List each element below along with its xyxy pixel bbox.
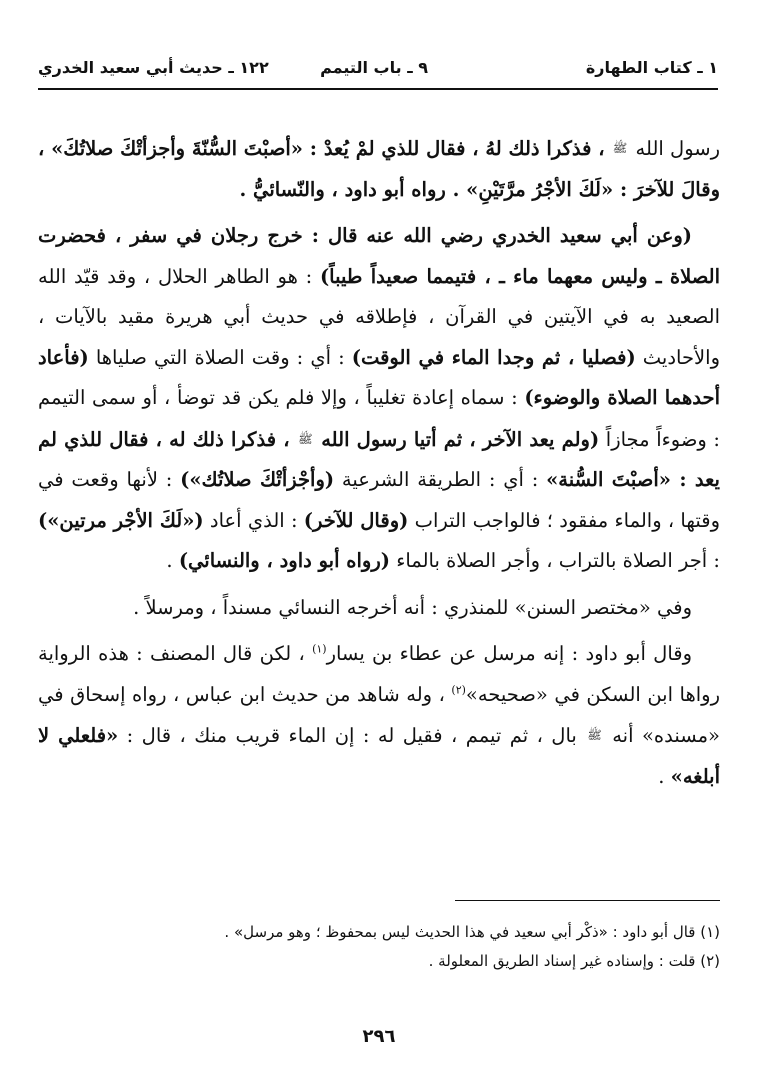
text-span: : أجر الصلاة بالتراب ، وأجر الصلاة بالماء bbox=[396, 549, 720, 572]
header-chapter-title: ٩ ـ باب التيمم bbox=[320, 58, 428, 77]
quoted-text: («لَكَ الأجْر مرتين») bbox=[38, 508, 204, 532]
header-book-title: ١ ـ كتاب الطهارة bbox=[585, 58, 718, 77]
footnote-ref-1[interactable]: (١) bbox=[312, 642, 327, 656]
text-span: . bbox=[658, 764, 665, 788]
paragraph-abu-dawud-note bbox=[38, 634, 720, 797]
paragraph-hadith-text bbox=[38, 128, 720, 210]
text-span: : لأنها وقعت في وقتها ، والماء مفقود ؛ فالواجب التراب bbox=[38, 468, 720, 532]
page-number: ٢٩٦ bbox=[362, 1026, 396, 1047]
footnote-1: (١) قال أبو داود : «ذكْر أبي سعيد في هذا الحديث ليس بمحفوظ ؛ وهو مرسل» . bbox=[224, 923, 720, 941]
header-hadith-title: ١٢٢ ـ حديث أبي سعيد الخدري bbox=[38, 58, 269, 77]
quoted-text: (ولم يعد الآخر ، ثم أتيا رسول الله bbox=[321, 427, 600, 451]
quoted-text: (وعن أبي سعيد الخدري رضي الله عنه قال : خرج رجلان في سفر ، فحضرت الصلاة ـ وليس معهما ماء ـ ، فتيمما صعيداً طيباً) bbox=[38, 224, 721, 288]
paragraph-mundhiri-note: وفي «مختصر السنن» للمنذري : أنه أخرجه النسائي مسنداً ، ومرسلاً . bbox=[133, 595, 692, 619]
quoted-text: (فصليا ، ثم وجدا الماء في الوقت) bbox=[351, 345, 636, 369]
blessing-glyph: ﷺ bbox=[587, 728, 602, 742]
blessing-glyph: ﷺ bbox=[612, 141, 628, 155]
text-span: : أي : الطريقة الشرعية bbox=[341, 468, 539, 491]
running-header bbox=[38, 54, 718, 84]
footnote-ref-2[interactable]: (٢) bbox=[451, 683, 466, 696]
quoted-text: (رواه أبو داود ، والنسائي) bbox=[178, 549, 390, 572]
footnotes bbox=[38, 918, 720, 976]
blessing-glyph: ﷺ bbox=[298, 431, 313, 446]
quoted-text: (فأعاد أحدهما الصلاة والوضوء) bbox=[38, 345, 720, 409]
footnote-rule bbox=[455, 900, 720, 901]
text-span: ، وله شاهد من حديث ابن عباس ، رواه إسحاق في «مسنده» أنه bbox=[38, 682, 720, 747]
paragraph-commentary bbox=[38, 216, 720, 582]
text-span: ، لكن قال المصنف : هذه الرواية رواها ابن السكن في «صحيحه» bbox=[38, 642, 720, 706]
text-span: : هو الطاهر الحلال ، وقد قيّد الله الصعيد به في الآيتين في القرآن ، فإطلاقه في حديث أبي هريرة مقيد بالآيات ، والأحاديث bbox=[38, 264, 720, 369]
quoted-text: «فلعلي لا أبلغه» bbox=[38, 724, 720, 788]
quoted-text: (وقال للآخر) bbox=[303, 508, 409, 532]
page-body bbox=[38, 128, 720, 797]
text-span: بال ، ثم تيمم ، فقيل له : إن الماء قريب منك ، قال : bbox=[126, 724, 577, 747]
text-span: : سماه إعادة تغليباً ، وإلا فلم يكن قد توضأ ، أو سمى التيمم : وضوءاً مجازاً bbox=[38, 386, 720, 451]
hadith-quote: ، فذكرا ذلك لهُ ، فقال للذي لمْ يُعدْ : «أصبْتَ السُّنّةَ وأجزأتْكَ صلاتُكَ» ، وقالَ للآخرَ : «لَكَ الأجْرُ مرَّتَيْنِ» . رواه أبو داود ، والنّسائيُّ . bbox=[38, 137, 720, 201]
text-span: رسول الله bbox=[635, 137, 721, 160]
header-rule bbox=[38, 88, 718, 90]
quoted-text: ، فذكرا ذلك له ، فقال للذي لم يعد : «أصبْتَ السُّنة» bbox=[38, 427, 720, 491]
text-span: وقال أبو داود : إنه مرسل عن عطاء بن يسار bbox=[326, 642, 692, 665]
quoted-text: (وأجْزأتْكَ صلاتُك») bbox=[180, 468, 335, 491]
text-span: : أي : وقت الصلاة التي صلياها bbox=[95, 345, 345, 369]
footnote-2: (٢) قلت : وإسناده غير إسناد الطريق المعلولة . bbox=[428, 952, 720, 970]
text-span: : الذي أعاد bbox=[209, 508, 298, 532]
text-span: . bbox=[166, 549, 173, 572]
